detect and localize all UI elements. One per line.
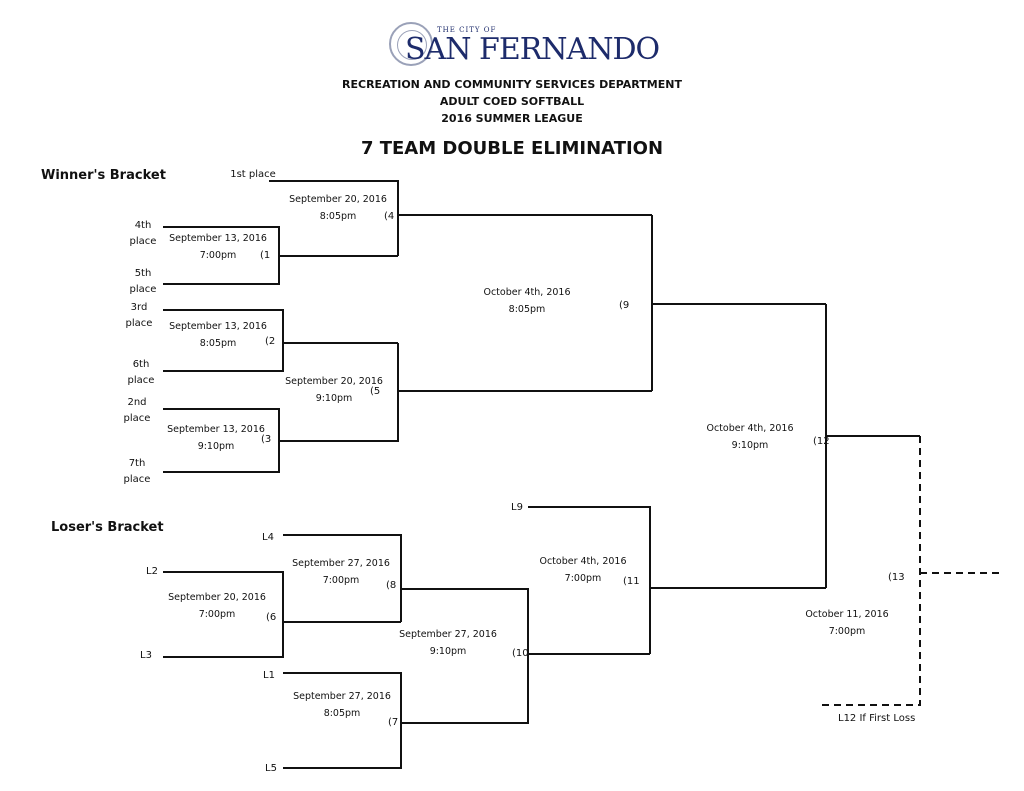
game-1-time: 7:00pm bbox=[199, 250, 237, 261]
entry-l4: L4 bbox=[262, 532, 274, 543]
game-9-schedule bbox=[483, 284, 570, 318]
seed-4th-place: 4th place bbox=[129, 220, 157, 247]
game-11-time: 7:00pm bbox=[564, 573, 602, 584]
seed-7th-place: 7th place bbox=[123, 458, 151, 485]
game-1-number: (1 bbox=[260, 250, 271, 261]
game-1-date: September 13, 2016 bbox=[169, 233, 267, 244]
game-6-number: (6 bbox=[266, 612, 277, 623]
game-10-date: September 27, 2016 bbox=[399, 629, 497, 640]
game-12-time: 9:10pm bbox=[731, 440, 769, 451]
game-9-number: (9 bbox=[619, 300, 630, 311]
game-13-date: October 11, 2016 bbox=[805, 609, 889, 620]
game-5-date: September 20, 2016 bbox=[285, 376, 383, 387]
game-10-number: (10 bbox=[512, 648, 529, 659]
game-10-time: 9:10pm bbox=[429, 646, 467, 657]
game-6-date: September 20, 2016 bbox=[168, 592, 266, 603]
game-13-schedule bbox=[805, 606, 888, 640]
department-heading: RECREATION AND COMMUNITY SERVICES DEPARTMENT bbox=[342, 78, 682, 91]
game-7-date: September 27, 2016 bbox=[293, 691, 391, 702]
seed-5th-place: 5th place bbox=[129, 268, 157, 295]
game-11-date: October 4th, 2016 bbox=[539, 556, 627, 567]
logo-small-text: THE CITY OF bbox=[437, 26, 497, 34]
game-12-number: (12 bbox=[813, 436, 830, 447]
seed-1st-place: 1st place bbox=[230, 169, 276, 180]
entry-l1: L1 bbox=[263, 670, 275, 681]
game-8-number: (8 bbox=[386, 580, 397, 591]
game-8-time: 7:00pm bbox=[322, 575, 360, 586]
game-3-number: (3 bbox=[261, 434, 272, 445]
entry-l3: L3 bbox=[140, 650, 152, 661]
game-13-time: 7:00pm bbox=[828, 626, 866, 637]
game-11-schedule bbox=[539, 553, 626, 587]
seed-2nd-place: 2nd place bbox=[123, 397, 151, 424]
game-7-schedule bbox=[293, 688, 391, 722]
game-1-schedule bbox=[169, 230, 267, 264]
game-8-date: September 27, 2016 bbox=[292, 558, 390, 569]
losers-bracket-title: Loser's Bracket bbox=[51, 520, 164, 535]
game-12-lines bbox=[826, 304, 920, 588]
seed-6th-place: 6th place bbox=[127, 359, 155, 386]
game-3-date: September 13, 2016 bbox=[167, 424, 265, 435]
game-7-time: 8:05pm bbox=[323, 708, 361, 719]
game-2-time: 8:05pm bbox=[199, 338, 237, 349]
game-11-number: (11 bbox=[623, 576, 640, 587]
game-4-schedule bbox=[289, 191, 387, 225]
game-3-schedule bbox=[167, 421, 265, 455]
game-4-number: (4 bbox=[384, 211, 395, 222]
game-6-time: 7:00pm bbox=[198, 609, 236, 620]
game-8-schedule bbox=[292, 555, 390, 589]
game-4-date: September 20, 2016 bbox=[289, 194, 387, 205]
game-6-schedule bbox=[168, 589, 266, 623]
seed-3rd-place: 3rd place bbox=[125, 302, 153, 329]
game-9-date: October 4th, 2016 bbox=[483, 287, 571, 298]
game-10-schedule bbox=[399, 626, 497, 660]
game-5-number: (5 bbox=[370, 386, 381, 397]
game-12-date: October 4th, 2016 bbox=[706, 423, 794, 434]
game-2-schedule bbox=[169, 318, 267, 352]
game-12-schedule bbox=[706, 420, 793, 454]
entry-l9: L9 bbox=[511, 502, 523, 513]
game-9-lines bbox=[652, 215, 826, 391]
game-13-number: (13 bbox=[888, 572, 905, 583]
entry-l5: L5 bbox=[265, 763, 277, 774]
game-3-time: 9:10pm bbox=[197, 441, 235, 452]
game-4-time: 8:05pm bbox=[319, 211, 357, 222]
winners-bracket-title: Winner's Bracket bbox=[41, 168, 166, 183]
game-5-time: 9:10pm bbox=[315, 393, 353, 404]
game-5-schedule bbox=[285, 373, 383, 407]
final-game-note: L12 If First Loss bbox=[838, 713, 916, 724]
logo-main-text: SAN FERNANDO bbox=[405, 32, 660, 67]
game-7-number: (7 bbox=[388, 717, 399, 728]
season-heading: 2016 SUMMER LEAGUE bbox=[441, 112, 583, 125]
page-title: 7 TEAM DOUBLE ELIMINATION bbox=[360, 138, 664, 159]
game-2-number: (2 bbox=[265, 336, 276, 347]
entry-l2: L2 bbox=[146, 566, 158, 577]
game-2-date: September 13, 2016 bbox=[169, 321, 267, 332]
league-heading: ADULT COED SOFTBALL bbox=[439, 95, 585, 108]
game-13-dashed-lines bbox=[819, 436, 1004, 705]
game-9-time: 8:05pm bbox=[508, 304, 546, 315]
